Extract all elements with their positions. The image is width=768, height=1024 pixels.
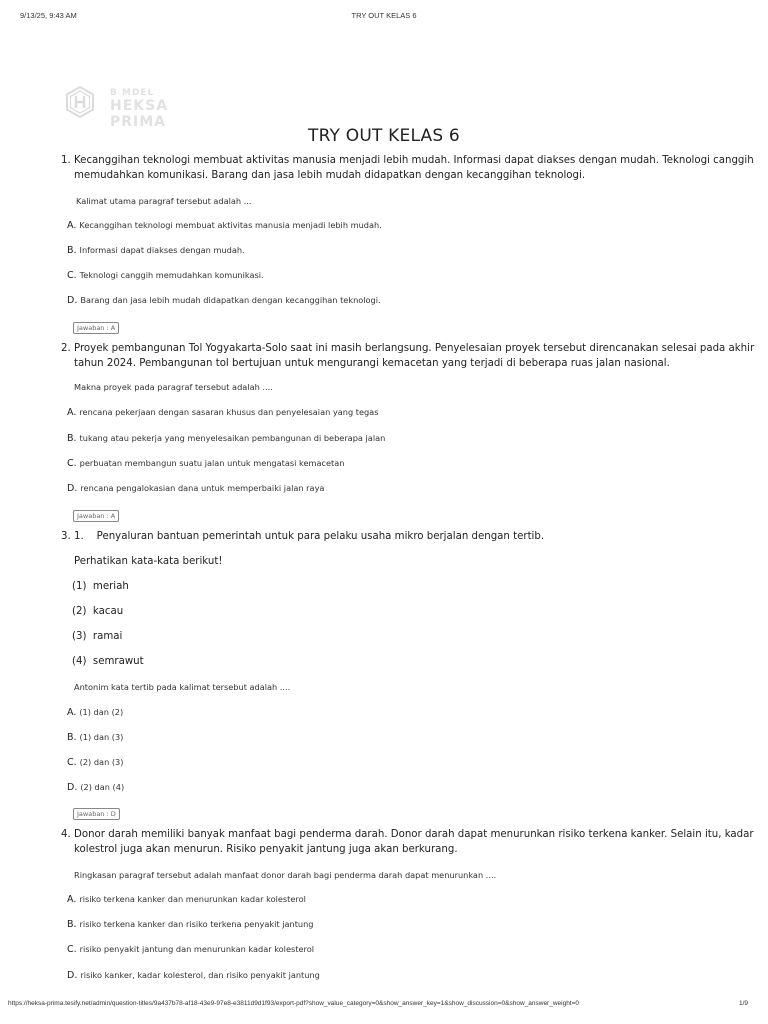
page-number: 1/9 [738,1000,748,1007]
option-text: risiko kanker, kadar kolesterol, dan risiko penyakit jantung [80,970,320,980]
option-text: (1) dan (2) [79,707,124,717]
option-text: rencana pekerjaan dengan sasaran khusus dan penyelesaian yang tegas [79,407,379,417]
option-label: B. [67,433,77,444]
question-number: 1. [61,155,71,166]
question-text-line: Kecanggihan teknologi membuat aktivitas manusia menjadi lebih mudah. Informasi dapat diakses dengan mudah. Teknologi canggih [74,155,754,166]
option-text: rencana pengalokasian dana untuk memperbaiki jalan raya [80,483,325,493]
question-text-line: Proyek pembangunan Tol Yogyakarta-Solo saat ini masih berlangsung. Penyelesaian proyek tersebut direncanakan selesai pada akhir [74,343,755,354]
option-label: D. [67,782,78,793]
option-text: Kecanggihan teknologi membuat aktivitas manusia menjadi lebih mudah. [79,220,382,230]
option-label: B. [67,919,77,930]
option-label: A. [67,894,77,905]
question-text-line: kolestrol juga akan menurun. Risiko penyakit jantung juga akan berkurang. [74,844,458,855]
option-a [67,220,382,231]
question-text-line: Perhatikan kata-kata berikut! [74,556,223,567]
answer-badge: Jawaban : A [73,322,119,334]
question-number: 2. [61,343,71,354]
option-c [67,270,264,281]
print-date: 9/13/25, 9:43 AM [20,11,77,20]
question-prompt: Ringkasan paragraf tersebut adalah manfaat donor darah bagi penderma darah dapat menurunkan .... [74,870,497,880]
option-a [67,407,378,418]
option-c [67,944,314,955]
option-label: B. [67,732,77,743]
option-label: D. [67,295,78,306]
list-item: (4) semrawut [72,656,144,667]
hexagon-h-logo-icon [64,86,96,118]
option-d [67,970,320,981]
list-item: (1) meriah [72,581,129,592]
heksa-prima-logo [64,86,224,130]
question-prompt: Makna proyek pada paragraf tersebut adalah .... [74,382,273,392]
option-d [67,483,324,494]
print-header [20,11,748,23]
question-text-line: tahun 2024. Pembangunan tol bertujuan untuk mengurangi kemacetan yang terjadi di beberapa ruas jalan nasional. [74,358,670,369]
option-text: Informasi dapat diakses dengan mudah. [79,245,245,255]
print-url: https://heksa-prima.tesify.net/admin/question-titles/9a437b78-af18-43e9-97e8-e3811d9d1f93/export-pdf?show_value_category=0&show_answer_key=1&show_discussion=0&show_answer_weight=0 [8,1000,580,1007]
question-prompt: Antonim kata tertib pada kalimat tersebut adalah .... [74,682,291,692]
print-footer [8,1000,748,1012]
option-b [67,732,123,743]
question-text-line: memudahkan komunikasi. Barang dan jasa lebih mudah didapatkan dengan kecanggihan teknologi. [74,170,586,181]
option-label: D. [67,970,78,981]
option-text: (1) dan (3) [79,732,124,742]
option-text: Barang dan jasa lebih mudah didapatkan dengan kecanggihan teknologi. [80,295,381,305]
document-title: TRY OUT KELAS 6 [308,126,460,146]
option-c [67,757,123,768]
option-label: C. [67,458,77,469]
option-label: D. [67,483,78,494]
option-text: risiko penyakit jantung dan menurunkan kadar kolesterol [79,944,314,954]
option-label: C. [67,944,77,955]
option-text: Teknologi canggih memudahkan komunikasi. [79,270,264,280]
logo-small-text: B MDEL [110,88,155,98]
list-item: (3) ramai [72,631,123,642]
list-item: (2) kacau [72,606,124,617]
option-label: B. [67,245,77,256]
option-label: A. [67,707,77,718]
answer-badge: Jawaban : A [73,510,119,522]
option-text: (2) dan (3) [79,757,124,767]
option-b [67,433,385,444]
question-prompt: Kalimat utama paragraf tersebut adalah ... [76,196,252,206]
option-label: C. [67,270,77,281]
option-text: perbuatan membangun suatu jalan untuk mengatasi kemacetan [79,458,345,468]
option-text: tukang atau pekerja yang menyelesaikan pembangunan di beberapa jalan [79,433,386,443]
option-b [67,245,245,256]
option-text: risiko terkena kanker dan menurunkan kadar kolesterol [79,894,306,904]
option-d [67,295,381,306]
logo-big-text: HEKSA PRIMA [110,98,169,130]
option-text: (2) dan (4) [80,782,125,792]
print-title: TRY OUT KELAS 6 [351,11,417,20]
option-label: A. [67,220,77,231]
option-a [67,707,123,718]
question-text-line: 1. Penyaluran bantuan pemerintah untuk para pelaku usaha mikro berjalan dengan tertib. [74,531,545,542]
option-c [67,458,344,469]
option-text: risiko terkena kanker dan risiko terkena penyakit jantung [79,919,314,929]
option-label: A. [67,407,77,418]
question-text-line: Donor darah memiliki banyak manfaat bagi penderma darah. Donor darah dapat menurunkan risiko terkena kanker. Selain itu, kadar [74,829,754,840]
answer-badge: Jawaban : D [73,808,120,820]
option-label: C. [67,757,77,768]
question-number: 4. [61,829,71,840]
option-d [67,782,124,793]
option-b [67,919,314,930]
option-a [67,894,306,905]
question-number: 3. [61,531,71,542]
